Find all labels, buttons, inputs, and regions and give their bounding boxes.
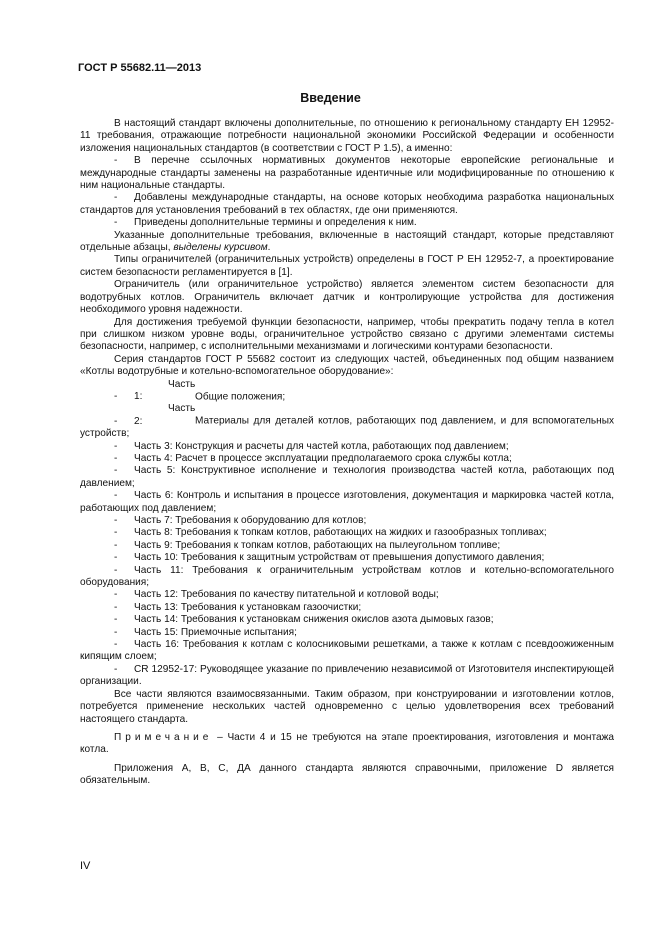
note-label: Примечание <box>114 731 213 743</box>
part-list-item <box>80 515 614 527</box>
list-item-text: Приведены дополнительные термины и определения к ним. <box>134 217 417 229</box>
part-text: Часть 14: Требования к установкам снижения окислов азота дымовых газов; <box>134 614 494 626</box>
list-item <box>80 155 614 192</box>
list-item-text: В перечне ссылочных нормативных документов некоторые европейские региональные и международные стандарты заменены на разработанные идентичные или модифицированные по отношению к ним национальные стандарты. <box>80 155 614 192</box>
dash-marker: - <box>114 415 118 427</box>
note-paragraph <box>80 732 614 757</box>
dash-marker: - <box>114 552 118 564</box>
dash-marker: - <box>114 639 118 651</box>
italic-text: выделены курсивом <box>173 242 268 254</box>
dash-marker: - <box>114 589 118 601</box>
paragraph-text-end: . <box>267 242 271 254</box>
dash-marker: - <box>114 527 118 539</box>
part-list-item <box>80 540 614 552</box>
section-title: Введение <box>300 91 361 105</box>
part-text: Часть 13: Требования к установкам газоочистки; <box>134 601 362 613</box>
dash-marker: - <box>114 539 118 551</box>
dash-marker: - <box>114 192 118 204</box>
part-list-item <box>80 589 614 601</box>
part-list-item <box>80 465 614 490</box>
part-list-item <box>80 379 614 404</box>
paragraph: Ограничитель (или ограничительное устройство) является элементом систем безопасности для водотрубных котлов. Ограничитель включает датчик и контролирующие устройства для достижения необходимого уровня надежности. <box>80 279 614 316</box>
paragraph: Все части являются взаимосвязанными. Таким образом, при конструировании и изготовлении котлов, потребуется применение нескольких частей одновременно с целью удовлетворения всех требований настоящего стандарта. <box>80 688 614 725</box>
part-text: Часть 6: Контроль и испытания в процессе изготовления, документация и маркировка частей котла, работающих под давлением; <box>80 490 614 514</box>
paragraph: Для достижения требуемой функции безопасности, например, чтобы прекратить подачу тепла в котел при слишком низком уровне воды, ограничительное устройство связано с другими элементами системы безопасности, например, с исполнительными механизмами и логическими контурами безопасности. <box>80 316 614 353</box>
dash-marker: - <box>114 465 118 477</box>
part-list-item <box>80 565 614 590</box>
note-text: – Части 4 и 15 не требуются на этапе проектирования, изготовления и монтажа котла. <box>80 731 614 756</box>
part-list-item <box>80 664 614 689</box>
dash-marker: - <box>114 564 118 576</box>
document-header: ГОСТ Р 55682.11—2013 <box>78 62 202 74</box>
paragraph: Серия стандартов ГОСТ Р 55682 состоит из следующих частей, объединенных под общим названием «Котлы водотрубные и котельно-вспомогательное оборудование»: <box>80 353 614 378</box>
list-item <box>80 217 614 229</box>
part-text: Общие положения; <box>195 390 286 402</box>
list-item <box>80 192 614 217</box>
intro-paragraph: В настоящий стандарт включены дополнительные, по отношению к региональному стандарту ЕН 12952-11 требования, отражающие потребности национальной экономики Российской Федерации и особенности изложения национальных стандартов (в соответствии с ГОСТ Р 1.5), а именно: <box>80 118 614 154</box>
dash-marker: - <box>114 515 118 526</box>
part-text: Часть 9: Требования к топкам котлов, работающих на пылеугольном топливе; <box>134 539 501 551</box>
part-list-item <box>80 527 614 539</box>
part-text: Часть 16: Требования к котлам с колосниковыми решетками, а также к котлам с псевдоожиженным кипящим слоем; <box>80 639 614 663</box>
document-body <box>80 118 614 788</box>
part-list-item <box>80 403 614 440</box>
part-list-item <box>80 639 614 664</box>
part-text: Материалы для деталей котлов, работающих под давлением, и для вспомогательных устройств; <box>80 415 614 440</box>
part-list-item <box>80 552 614 564</box>
dash-marker: - <box>114 217 118 229</box>
paragraph: Приложения А, В, С, ДА данного стандарта являются справочными, приложение D является обязательным. <box>80 762 614 787</box>
paragraph: Типы ограничителей (ограничительных устройств) определены в ГОСТ Р ЕН 12952-7, а проектирование систем безопасности регламентируется в [1]. <box>80 254 614 278</box>
dash-marker: - <box>114 490 118 502</box>
dash-marker: - <box>114 663 118 675</box>
part-list-item <box>80 602 614 614</box>
part-number: Часть 1: <box>134 378 196 402</box>
part-list-item <box>80 453 614 465</box>
part-text: Часть 15: Приемочные испытания; <box>134 626 297 638</box>
part-list-item <box>80 441 614 453</box>
part-list-item <box>80 627 614 639</box>
part-list-item <box>80 490 614 515</box>
part-text: Часть 7: Требования к оборудованию для котлов; <box>134 515 367 526</box>
dash-marker: - <box>114 452 118 464</box>
dash-marker: - <box>114 390 118 402</box>
part-text: Часть 8: Требования к топкам котлов, работающих на жидких и газообразных топливах; <box>134 527 547 539</box>
part-text: Часть 5: Конструктивное исполнение и технология производства частей котла, работающих под давлением; <box>80 465 614 489</box>
dash-marker: - <box>114 601 118 613</box>
part-list-item <box>80 614 614 626</box>
part-number: Часть 2: <box>134 403 196 427</box>
dash-marker: - <box>114 440 118 452</box>
part-text: Часть 3: Конструкция и расчеты для частей котла, работающих под давлением; <box>134 440 509 452</box>
part-text: Часть 12: Требования по качеству питательной и котловой воды; <box>134 589 439 601</box>
part-text: CR 12952-17: Руководящее указание по привлечению независимой от Изготовителя инспектирующей организации. <box>80 663 614 688</box>
part-text: Часть 10: Требования к защитным устройствам от превышения допустимого давления; <box>134 552 545 564</box>
dash-marker: - <box>114 155 118 167</box>
part-text: Часть 11: Требования к ограничительным устройствам котлов и котельно-вспомогательного оборудования; <box>80 564 614 589</box>
dash-marker: - <box>114 626 118 638</box>
part-text: Часть 4: Расчет в процессе эксплуатации предполагаемого срока службы котла; <box>134 452 512 464</box>
paragraph <box>80 230 614 255</box>
paragraph-text: Указанные дополнительные требования, включенные в настоящий стандарт, которые представляют отдельные абзацы, <box>80 229 614 254</box>
page-number: IV <box>80 860 91 872</box>
list-item-text: Добавлены международные стандарты, на основе которых необходима разработка национальных стандартов для установления требований в тех областях, где они применяются. <box>80 192 614 216</box>
dash-marker: - <box>114 614 118 626</box>
